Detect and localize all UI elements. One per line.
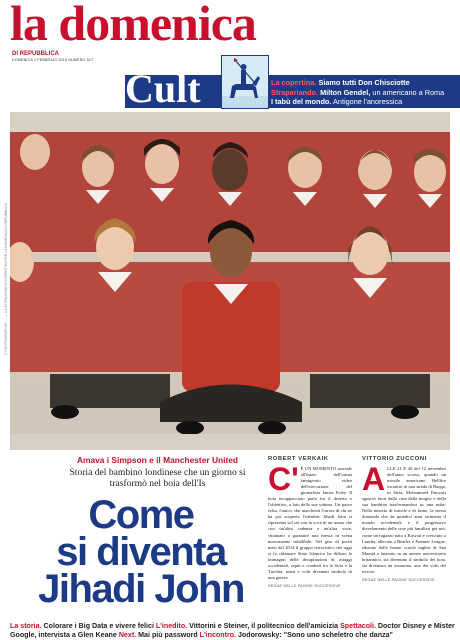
story-kicker: Amava i Simpson e il Manchester United [76,455,239,465]
byline: ROBERT VERKAIK [268,456,329,462]
main-headline[interactable] [0,493,282,611]
dropcap: C' [268,461,299,497]
story-subhead: Storia del bambino londinese che un giorno si trasformò nel boia dell'Is [69,467,246,489]
cult-section-bar [125,66,460,111]
cult-teaser-1[interactable]: La copertina. Siamo tutti Don Chisciotte [271,78,410,87]
teaser-tag[interactable]: Spettacoli. [340,622,376,630]
continue-link[interactable]: SEGUE NELLE PAGINE SUCCESSIVE [362,577,435,582]
issue-line: DOMENICA 1 FEBBRAIO 2015 NUMERO 517 [12,58,94,62]
teaser-tag[interactable]: L'inedito. [155,622,188,630]
masthead-brand: DI REPUBBLICA [12,51,60,57]
cult-teaser-3[interactable]: I tabù del mondo. Antigone l'anoressica [271,97,403,106]
dropcap: A [362,461,386,497]
headline-line-1: Come [88,493,194,537]
teaser-tag[interactable]: La storia. [10,622,42,630]
teaser-tag[interactable]: L'incontro. [199,631,237,639]
article-column-zucconi [362,456,446,582]
don-quixote-illustration-icon [221,55,269,109]
headline-line-3: Jihadi John [38,567,244,611]
cult-teaser-2[interactable]: Strapariando. Milton Gendel, un americano a Roma [271,87,445,97]
article-body: ALLE 21 E 40 del 12 novembre dell'anno scorso, quando un missile americano Hellfire incontrò in una strada di Raqqa, in Siria, Mohammed Emwazi sgusciò fuori dalla casa della moglie e della sua bambina trasformandosi in una nube. Nella miseria di nuvole e di fumo, la stessa domanda che da quindici anni tormenta il mondo occidentale e il progressivo disvelamento delle cose più familiari per noi: come un ragazzo nato a Kuwait e cresciuto a Londra, allevato a Beatles e Premier League, educato dalle buone scuole inglesi di Sua Maestà e laureato in un ateneo universitario britannico, sia diventato il simbolo del boia, sia diventato un assassino, uno dei volti del terrore. [362,461,446,574]
class-photo [10,112,450,450]
cult-label: Cult [125,66,201,111]
footer-teasers: La storia. Colorare i Big Data e vivere felici L'inedito. Vittorini e Steiner, il politecnico dell'amicizia Spettacoli. Doctor Disney e Mister Google, intervista a Glen Keane Next. Mai più password L'incontro. Jodorowsky: "Sono uno scheletro che danza" [10,622,455,639]
headline-line-2: si diventa [56,530,226,574]
teaser-tag[interactable]: Next. [118,631,137,639]
byline: VITTORIO ZUCCONI [362,456,427,462]
cult-teasers [271,78,460,107]
masthead-title: la domenica [10,0,256,51]
photo-credit: © PHOTOGRAPH BY ... — ILLUSTRAZIONE DI COPERTINA PER LA DOMENICA DI REPUBBLICA [4,203,8,355]
article-column-verkaik [268,456,352,588]
masthead [0,0,460,62]
article-body: C' È UN MOMENTO surreale all'inizio dell'ormai famigerato video dell'esecuzione del giornalista James Foley. Il boia incappucciato parla fra il deserto e l'obiettivo, a lato della sua vittima. Un passo falso, l'unico, che marchierà l'orrore di chi ne ha poi scoperto l'identità: Jihadi John si ripresenta sul set con la voce di un uomo che con un'altra cadenza e un'altra voce, chiamato a garantire una messa in scena nuovamente infallibile. Nel giro di pochi mesi del 2014 il gruppo terroristico che oggi si fa chiamare Stato Islamico ha diffuso le immagini delle decapitazioni di ostaggi occidentali, rapiti e condotti tra la Siria e la Turchia, nomi e volti diventati simbolo di una guerra. [268,461,352,580]
continue-link[interactable]: SEGUE NELLE PAGINE SUCCESSIVE [268,583,341,588]
